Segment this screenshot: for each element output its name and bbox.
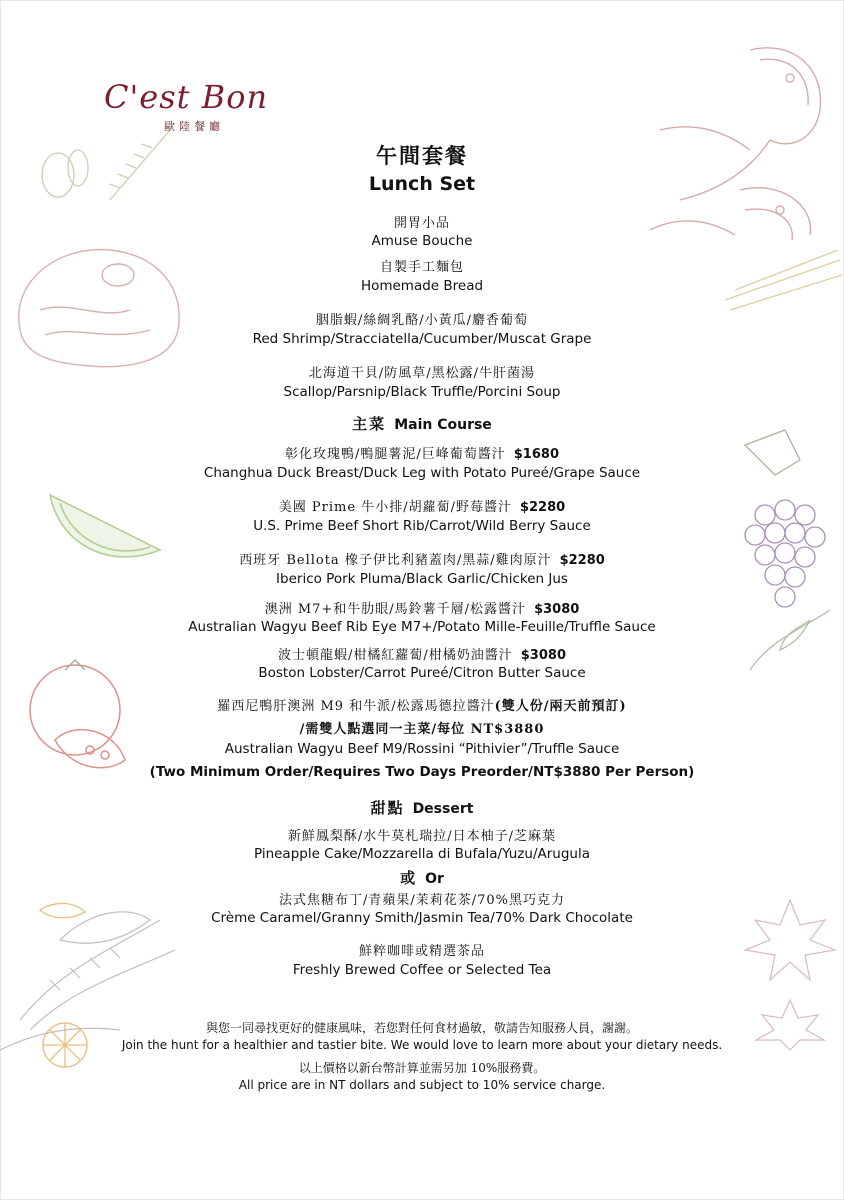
- starter-zh: 北海道干貝/防風草/黑松露/牛肝菌湯: [308, 366, 536, 381]
- main-item-zh: [0, 598, 844, 617]
- or-divider: [0, 867, 844, 888]
- special-note-zh: (雙人份/兩天前預訂): [494, 699, 627, 714]
- footer-price-zh: 以上價格以新台幣計算並需另加 10%服務費。: [298, 1061, 546, 1075]
- main-item-zh: [0, 549, 844, 568]
- main-item-name-zh: 美國 Prime 牛小排/胡蘿蔔/野莓醬汁: [278, 500, 512, 515]
- footer-price-en: All price are in NT dollars and subject to 10% service charge.: [238, 1078, 606, 1092]
- main-item-name-zh: 澳洲 M7+和牛肋眼/馬鈴薯千層/松露醬汁: [264, 602, 527, 617]
- main-item-zh: [0, 496, 844, 515]
- dessert-item-zh: 新鮮鳳梨酥/水牛莫札瑞拉/日本柚子/芝麻葉: [287, 829, 557, 844]
- restaurant-logo: [104, 78, 269, 138]
- footer-note-zh: 與您一同尋找更好的健康風味，若您對任何食材過敏，敬請告知服務人員，謝謝。: [205, 1021, 638, 1035]
- main-item-price: $2280: [519, 500, 566, 515]
- or-zh: 或: [400, 869, 418, 887]
- special-en: Australian Wagyu Beef M9/Rossini “Pithivier”/Truffle Sauce: [224, 741, 620, 757]
- main-course-en: Main Course: [394, 417, 492, 433]
- title-zh: 午間套餐: [376, 143, 468, 168]
- dessert-heading: [0, 797, 844, 818]
- main-item-price: $2280: [559, 553, 605, 568]
- main-item-zh: [0, 443, 844, 462]
- special-name-zh: 羅西尼鴨肝澳洲 M9 和牛派/松露馬德拉醬汁: [217, 699, 495, 714]
- logo-subtitle: 歐陸餐廳: [164, 120, 224, 133]
- starter-en: Amuse Bouche: [371, 233, 473, 249]
- or-en: Or: [425, 871, 444, 887]
- dessert-zh: 甜點: [370, 799, 405, 817]
- main-item-en: Iberico Pork Pluma/Black Garlic/Chicken Jus: [276, 571, 568, 587]
- footer-note-en: Join the hunt for a healthier and tastier bite. We would love to learn more about your dietary needs.: [121, 1038, 723, 1052]
- main-item-name-zh: 彰化玫瑰鴨/鴨腿薯泥/巨峰葡萄醬汁: [285, 447, 506, 462]
- starter-en: Scallop/Parsnip/Black Truffle/Porcini Soup: [283, 384, 561, 400]
- title-en: Lunch Set: [368, 173, 476, 195]
- special-zh-line2: /需雙人點選同一主菜/每位 NT$3880: [299, 722, 545, 737]
- starter-zh: 自製手工麵包: [379, 260, 464, 275]
- main-item-price: $3080: [520, 648, 566, 663]
- starter-en: Homemade Bread: [360, 278, 484, 294]
- main-item-price: $1680: [513, 447, 559, 462]
- logo-script: C'est Bon: [104, 78, 269, 116]
- beef-sketch: [0, 230, 190, 380]
- main-item-name-zh: 波士頓龍蝦/柑橘紅蘿蔔/柑橘奶油醬汁: [278, 648, 513, 663]
- main-item-en: U.S. Prime Beef Short Rib/Carrot/Wild Berry Sauce: [253, 518, 591, 534]
- dessert-item-en: Pineapple Cake/Mozzarella di Bufala/Yuzu/Arugula: [253, 846, 591, 862]
- main-item-price: $3080: [534, 602, 580, 617]
- starter-zh: 胭脂蝦/絲綢乳酪/小黃瓜/麝香葡萄: [315, 313, 529, 328]
- special-en-note: (Two Minimum Order/Requires Two Days Preorder/NT$3880 Per Person): [149, 764, 695, 780]
- main-item-zh: [0, 644, 844, 663]
- dessert-item-zh: 法式焦糖布丁/青蘋果/茉莉花茶/70%黑巧克力: [278, 893, 566, 908]
- main-item-en: Australian Wagyu Beef Rib Eye M7+/Potato Mille-Feuille/Truffle Sauce: [188, 619, 656, 635]
- main-course-zh: 主菜: [352, 415, 387, 433]
- special-zh-line1: [0, 695, 844, 714]
- starter-zh: 開胃小品: [393, 216, 450, 231]
- main-course-heading: [0, 413, 844, 434]
- starter-en: Red Shrimp/Stracciatella/Cucumber/Muscat Grape: [252, 331, 592, 347]
- dessert-item-en: Crème Caramel/Granny Smith/Jasmin Tea/70% Dark Chocolate: [211, 910, 633, 926]
- main-item-en: Boston Lobster/Carrot Pureé/Citron Butter Sauce: [258, 665, 586, 681]
- main-item-en: Changhua Duck Breast/Duck Leg with Potato Pureé/Grape Sauce: [203, 465, 641, 481]
- drink-zh: 鮮粹咖啡或精選茶品: [358, 944, 485, 959]
- drink-en: Freshly Brewed Coffee or Selected Tea: [292, 962, 552, 978]
- main-item-name-zh: 西班牙 Bellota 橡子伊比利豬蓋肉/黑蒜/雞肉原汁: [239, 553, 552, 568]
- dessert-en: Dessert: [412, 801, 474, 817]
